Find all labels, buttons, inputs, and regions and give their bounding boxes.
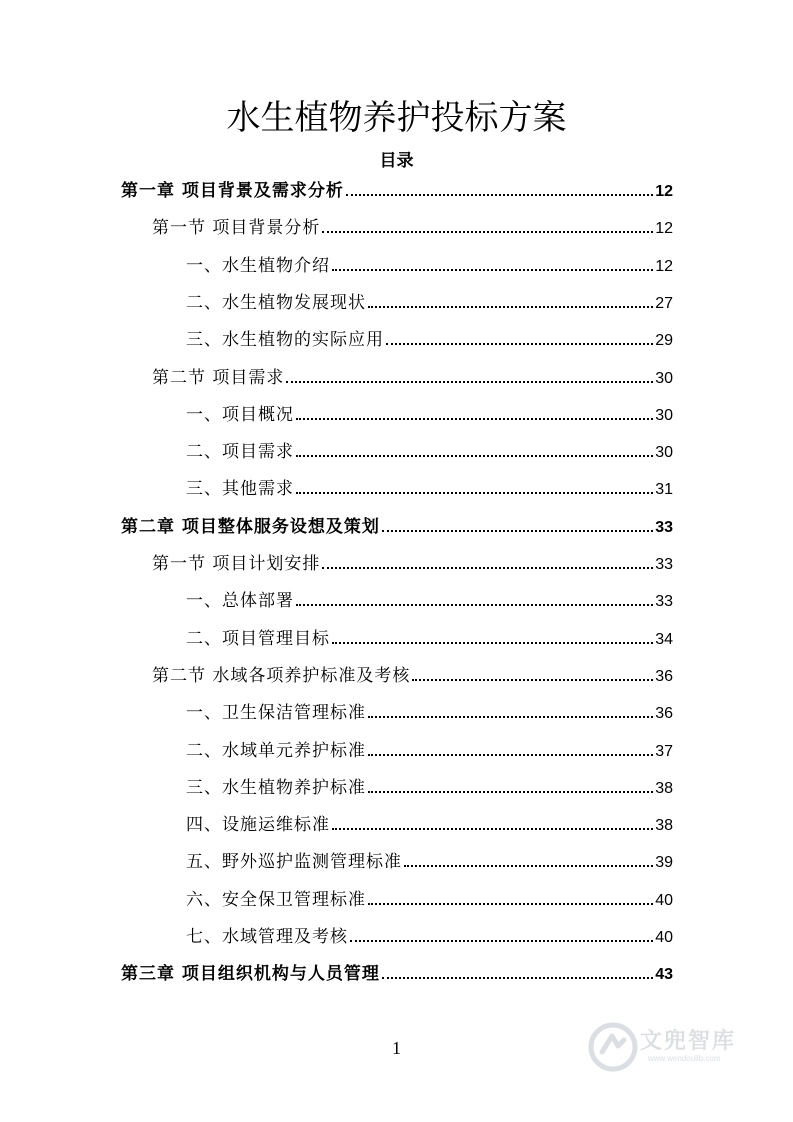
toc-leader-dots: [296, 455, 653, 457]
toc-leader-dots: [382, 530, 653, 532]
toc-entry[interactable]: [186, 773, 673, 803]
toc-entry[interactable]: [152, 213, 673, 243]
toc-entry-label: 一、水生植物介绍: [186, 256, 330, 276]
toc-leader-dots: [322, 567, 653, 569]
toc-leader-dots: [350, 940, 653, 942]
toc-entry-label: 二、项目管理目标: [186, 629, 330, 649]
toc-entry-label: 一、项目概况: [186, 405, 294, 425]
watermark-name: 文兜智库: [640, 1029, 737, 1054]
toc-leader-dots: [404, 865, 653, 867]
toc-entry-page: 38: [655, 780, 673, 797]
toc-entry-label: 第二章 项目整体服务设想及策划: [121, 517, 380, 537]
toc-leader-dots: [412, 679, 653, 681]
toc-entry-page: 40: [655, 892, 673, 909]
toc-entry-label: 二、项目需求: [186, 442, 294, 462]
watermark-logo-icon: [588, 1022, 638, 1072]
toc-entry[interactable]: [152, 549, 673, 579]
toc-entry-page: 33: [655, 593, 673, 610]
toc-entry-page: 30: [655, 370, 673, 387]
toc-entry[interactable]: [186, 251, 673, 281]
toc-entry[interactable]: [186, 288, 673, 318]
toc-entry-page: 33: [655, 519, 673, 536]
toc-entry-page: 31: [655, 481, 673, 498]
toc-entry-page: 30: [655, 407, 673, 424]
toc-entry-label: 七、水域管理及考核: [186, 927, 348, 947]
toc-entry-page: 43: [655, 966, 673, 983]
toc-entry-page: 30: [655, 444, 673, 461]
toc-entry-page: 33: [655, 556, 673, 573]
toc-entry[interactable]: [121, 512, 673, 542]
toc-entry[interactable]: [152, 363, 673, 393]
toc-entry-label: 第二节 水域各项养护标准及考核: [152, 666, 411, 686]
toc-entry-label: 二、水生植物发展现状: [186, 293, 366, 313]
toc-entry-page: 39: [655, 854, 673, 871]
toc-leader-dots: [332, 828, 653, 830]
toc-entry-label: 第一节 项目背景分析: [152, 218, 321, 238]
toc-entry-label: 三、水生植物养护标准: [186, 778, 366, 798]
toc-leader-dots: [332, 642, 653, 644]
toc-entry[interactable]: [121, 959, 673, 989]
toc-entry-label: 第一章 项目背景及需求分析: [121, 181, 344, 201]
toc-entry-page: 37: [655, 743, 673, 760]
toc-leader-dots: [322, 231, 653, 233]
toc-entry-label: 三、其他需求: [186, 479, 294, 499]
toc-entry-page: 29: [655, 332, 673, 349]
toc-entry[interactable]: [186, 325, 673, 355]
toc-entry-label: 五、野外巡护监测管理标准: [186, 852, 402, 872]
toc-entry-page: 40: [655, 929, 673, 946]
toc-leader-dots: [286, 381, 653, 383]
toc-entry[interactable]: [186, 586, 673, 616]
page-number: 1: [392, 1038, 401, 1058]
toc-entry-page: 12: [655, 220, 673, 237]
toc-leader-dots: [296, 492, 653, 494]
toc-leader-dots: [382, 977, 653, 979]
toc-entry[interactable]: [186, 922, 673, 952]
toc-entry-label: 第二节 项目需求: [152, 368, 285, 388]
toc-entry[interactable]: [121, 176, 673, 206]
toc-leader-dots: [368, 903, 653, 905]
toc-entry-page: 38: [655, 817, 673, 834]
toc-entry[interactable]: [186, 810, 673, 840]
toc-entry-page: 12: [655, 183, 673, 200]
toc-entry-label: 二、水域单元养护标准: [186, 741, 366, 761]
toc-leader-dots: [346, 194, 653, 196]
toc-entry-page: 36: [655, 705, 673, 722]
toc-entry[interactable]: [186, 885, 673, 915]
toc-entry[interactable]: [152, 661, 673, 691]
toc-entry-label: 三、水生植物的实际应用: [186, 330, 384, 350]
toc-heading: 目录: [379, 151, 414, 171]
toc-entry-page: 12: [655, 258, 673, 275]
toc-leader-dots: [368, 791, 653, 793]
toc-leader-dots: [368, 306, 653, 308]
toc-entry-label: 一、卫生保洁管理标准: [186, 703, 366, 723]
toc-entry-label: 四、设施运维标准: [186, 815, 330, 835]
watermark: [588, 1018, 758, 1078]
toc-entry[interactable]: [186, 400, 673, 430]
toc-entry-page: 27: [655, 295, 673, 312]
toc-leader-dots: [332, 269, 653, 271]
toc-entry[interactable]: [186, 736, 673, 766]
toc-leader-dots: [368, 754, 653, 756]
toc-leader-dots: [296, 604, 653, 606]
toc-entry-label: 第一节 项目计划安排: [152, 554, 321, 574]
watermark-url: www.wendoulib.com: [648, 1054, 721, 1063]
toc-entry[interactable]: [186, 474, 673, 504]
toc-entry-label: 一、总体部署: [186, 591, 294, 611]
toc-leader-dots: [368, 716, 653, 718]
toc-entry-page: 36: [655, 668, 673, 685]
toc-leader-dots: [296, 418, 653, 420]
toc-entry[interactable]: [186, 847, 673, 877]
document-title: 水生植物养护投标方案: [226, 98, 567, 138]
toc-entry[interactable]: [186, 624, 673, 654]
toc-entry[interactable]: [186, 437, 673, 467]
toc-leader-dots: [386, 343, 653, 345]
toc-entry[interactable]: [186, 698, 673, 728]
toc-entry-label: 第三章 项目组织机构与人员管理: [121, 964, 380, 984]
toc-entry-label: 六、安全保卫管理标准: [186, 890, 366, 910]
toc-entry-page: 34: [655, 631, 673, 648]
